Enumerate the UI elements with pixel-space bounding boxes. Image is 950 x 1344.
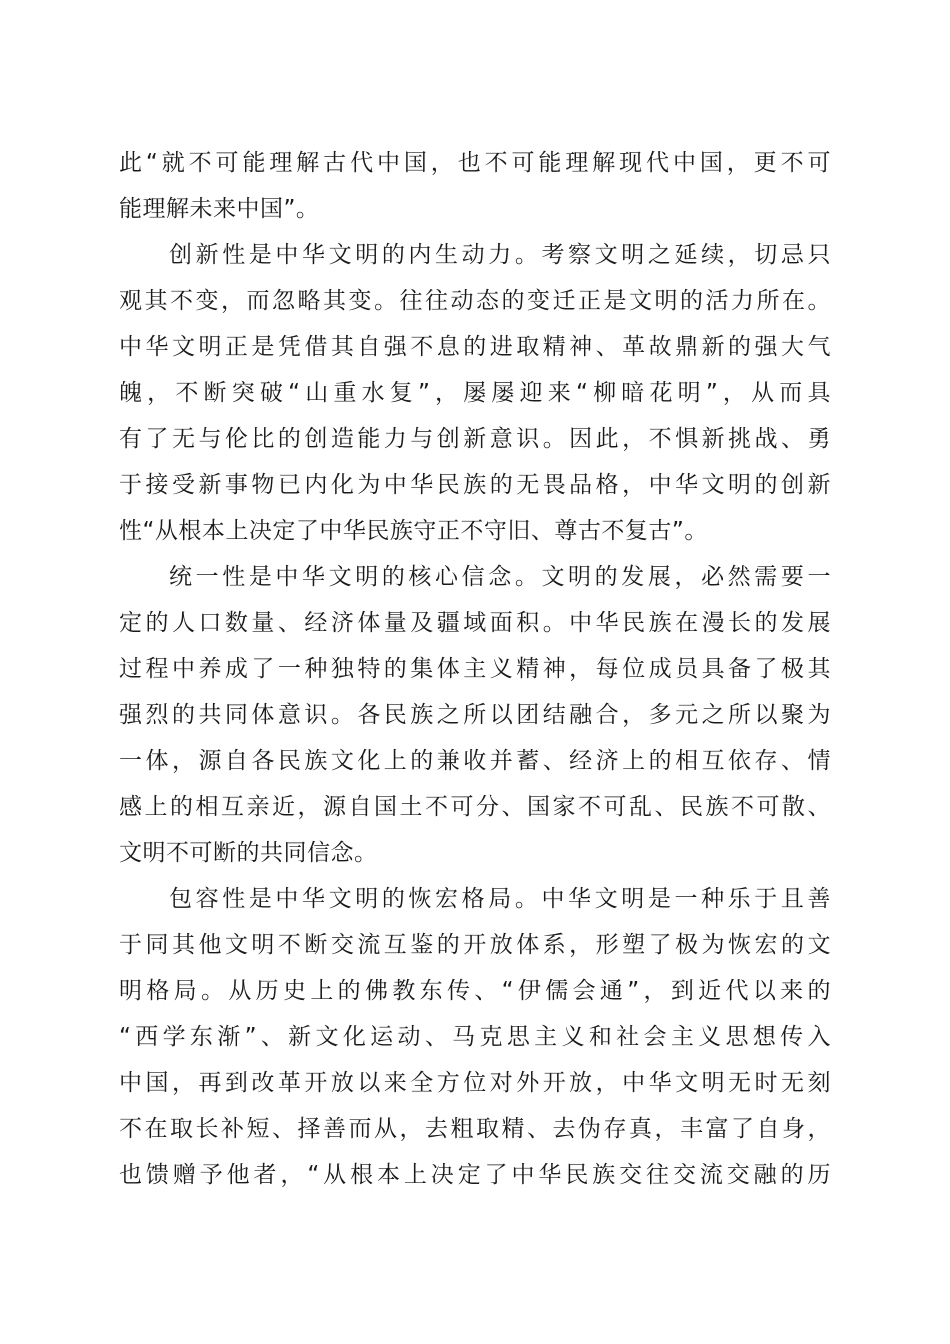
text-line: 性“从根本上决定了中华民族守正不守旧、尊古不复古”。 [119,518,708,544]
text-line: 有了无与伦比的创造能力与创新意识。因此，不惧新挑战、勇 [119,426,831,452]
text-line: 于同其他文明不断交流互鉴的开放体系，形塑了极为恢宏的文 [119,932,831,958]
text-line: 强烈的共同体意识。各民族之所以团结融合，多元之所以聚为 [119,702,831,728]
paragraph-unity [119,554,831,876]
text-line: 明格局。从历史上的佛教东传、“伊儒会通”，到近代以来的 [119,978,831,1004]
text-line: 感上的相互亲近，源自国土不可分、国家不可乱、民族不可散、 [119,794,831,820]
text-line: 过程中养成了一种独特的集体主义精神，每位成员具备了极其 [119,656,831,682]
paragraph-continuation [119,140,831,232]
text-line: 能理解未来中国”。 [119,196,320,222]
text-line: 创新性是中华文明的内生动力。考察文明之延续，切忌只 [169,242,831,268]
text-line: 文明不可断的共同信念。 [119,840,378,866]
text-line: 中国，再到改革开放以来全方位对外开放，中华文明无时无刻 [119,1070,831,1096]
text-line: 不在取长补短、择善而从，去粗取精、去伪存真，丰富了自身， [119,1116,831,1142]
text-line: 也馈赠予他者，“从根本上决定了中华民族交往交流交融的历 [119,1162,831,1188]
paragraph-innovation [119,232,831,554]
text-line: 魄，不断突破“山重水复”，屡屡迎来“柳暗花明”，从而具 [119,380,831,406]
text-line: 统一性是中华文明的核心信念。文明的发展，必然需要一 [169,564,831,590]
text-line: 观其不变，而忽略其变。往往动态的变迁正是文明的活力所在。 [119,288,831,314]
text-line: 中华文明正是凭借其自强不息的进取精神、革故鼎新的强大气 [119,334,831,360]
text-line: 一体，源自各民族文化上的兼收并蓄、经济上的相互依存、情 [119,748,831,774]
text-line: 此“就不可能理解古代中国，也不可能理解现代中国，更不可 [119,150,831,176]
text-line: 于接受新事物已内化为中华民族的无畏品格，中华文明的创新 [119,472,831,498]
document-body [119,140,831,1198]
text-line: 定的人口数量、经济体量及疆域面积。中华民族在漫长的发展 [119,610,831,636]
paragraph-inclusiveness [119,876,831,1198]
text-line: “西学东渐”、新文化运动、马克思主义和社会主义思想传入 [119,1024,831,1050]
text-line: 包容性是中华文明的恢宏格局。中华文明是一种乐于且善 [169,886,831,912]
